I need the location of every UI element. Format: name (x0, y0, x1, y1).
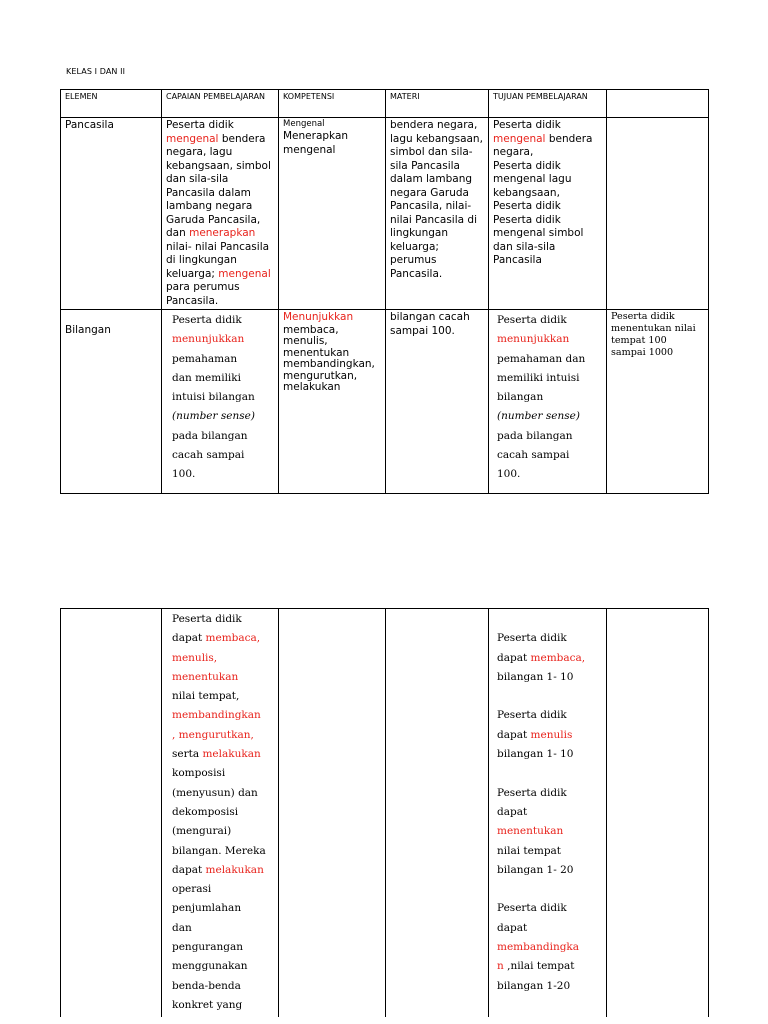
kompetensi-cell (279, 310, 386, 494)
text-run: pemahaman dan memiliki intuisi bilangan (497, 352, 586, 404)
elemen-cell (61, 609, 162, 1018)
capaian-cell (162, 310, 279, 494)
highlighted-verb: membaca, (530, 651, 586, 664)
header-kompetensi: KOMPETENSI (279, 90, 386, 118)
kompetensi-text: membaca, menulis, menentukan membandingkan, mengurutkan, melakukan (283, 323, 375, 393)
text-run: bilangan 1- 10 Peserta didik dapat (497, 748, 574, 818)
header-materi: MATERI (386, 90, 489, 118)
highlighted-verb: menentukan (172, 670, 239, 683)
table-row (61, 310, 709, 494)
text-run: nilai tempat, (172, 690, 240, 703)
text-run: Peserta didik (497, 314, 567, 326)
text-run: komposisi (menyusun) dan dekomposisi (mengurai) bilangan. Mereka dapat (172, 767, 266, 876)
highlighted-verb: menerapkan (189, 227, 256, 239)
highlighted-verb: mengenal (166, 132, 219, 145)
text-run: operasi penjumlahan dan pengurangan menggunakan benda-benda konkret yang (172, 883, 248, 1011)
kompetensi-text: Menerapkan mengenal (283, 130, 349, 156)
highlighted-verb: membandingkan (172, 709, 261, 722)
header-capaian: CAPAIAN PEMBELAJARAN (162, 90, 279, 118)
curriculum-table (60, 89, 709, 494)
highlighted-verb: menentukan (497, 825, 564, 838)
tujuan-cell (489, 310, 607, 494)
header-tujuan: TUJUAN PEMBELAJARAN (489, 90, 607, 118)
extra-cell (607, 609, 709, 1018)
text-run: Peserta didik dapat (172, 613, 242, 645)
highlighted-verb: mengenal (493, 132, 546, 145)
text-run: serta (172, 748, 200, 761)
table-row (61, 118, 709, 310)
capaian-cell (162, 609, 279, 1018)
text-run: Peserta didik (493, 119, 561, 131)
highlighted-verb: membandingka n (497, 941, 580, 973)
kompetensi-small-label: Mengenal (283, 119, 325, 129)
text-run: pada bilangan cacah sampai 100. (172, 429, 248, 481)
extra-cell (607, 118, 709, 310)
highlighted-verb: mengenal (218, 267, 271, 280)
text-run: Peserta didik (166, 119, 234, 131)
text-run: nilai- nilai Pancasila di lingkungan keluarga; (166, 240, 270, 280)
text-run: Peserta didik dapat (497, 632, 567, 664)
highlighted-verb: melakukan (202, 748, 261, 761)
header-elemen: ELEMEN (61, 90, 162, 118)
highlighted-verb: menunjukkan (497, 333, 570, 346)
text-run: pada bilangan cacah sampai 100. (497, 429, 573, 481)
text-run: Peserta didik (172, 314, 242, 326)
materi-cell (386, 609, 489, 1018)
kompetensi-red-text: Menunjukkan (283, 311, 354, 323)
kompetensi-cell (279, 118, 386, 310)
highlighted-verb: menulis, (172, 651, 218, 664)
extra-cell: Peserta didik menentukan nilai tempat 100 sampai 1000 (607, 310, 709, 494)
materi-cell: bilangan cacah sampai 100. (386, 310, 489, 494)
text-run: bendera negara, lagu kebangsaan, simbol dan sila-sila Pancasila dalam lambang negara Garuda Pancasila, dan (166, 132, 271, 239)
text-run: bendera negara, Peserta didik mengenal lagu kebangsaan, Peserta didik Peserta didik mengenal simbol dan sila-sila Pancasila (493, 132, 593, 266)
tujuan-cell (489, 609, 607, 1018)
header-row (61, 90, 709, 118)
table-row (61, 609, 709, 1018)
highlighted-verb: menulis (530, 728, 573, 741)
tujuan-cell (489, 118, 607, 310)
highlighted-verb: melakukan (205, 863, 264, 876)
italic-term: (number sense) (172, 410, 255, 423)
text-run: nilai tempat bilangan 1- 20 Peserta didik dapat (497, 844, 574, 934)
highlighted-verb: , mengurutkan, (172, 728, 254, 741)
header-empty (607, 90, 709, 118)
highlighted-verb: membaca, (205, 632, 261, 645)
elemen-cell: Pancasila (61, 118, 162, 310)
text-run: para perumus Pancasila. (166, 281, 240, 307)
class-label: KELAS I DAN II (66, 67, 126, 76)
materi-cell: bendera negara, lagu kebangsaan, simbol dan sila-sila Pancasila dalam lambang negara Garuda Pancasila, nilai- nilai Pancasila di lingkungan keluarga; perumus Pancasila. (386, 118, 489, 310)
italic-term: (number sense) (497, 410, 580, 423)
kompetensi-cell (279, 609, 386, 1018)
text-run: bilangan 1- 10 Peserta didik dapat (497, 670, 574, 741)
elemen-cell: Bilangan (61, 310, 162, 494)
text-run: ,nilai tempat bilangan 1-20 (497, 960, 575, 992)
capaian-cell (162, 118, 279, 310)
continuation-table (60, 608, 709, 1017)
text-run: pemahaman dan memiliki intuisi bilangan (172, 352, 255, 404)
highlighted-verb: menunjukkan (172, 333, 245, 346)
